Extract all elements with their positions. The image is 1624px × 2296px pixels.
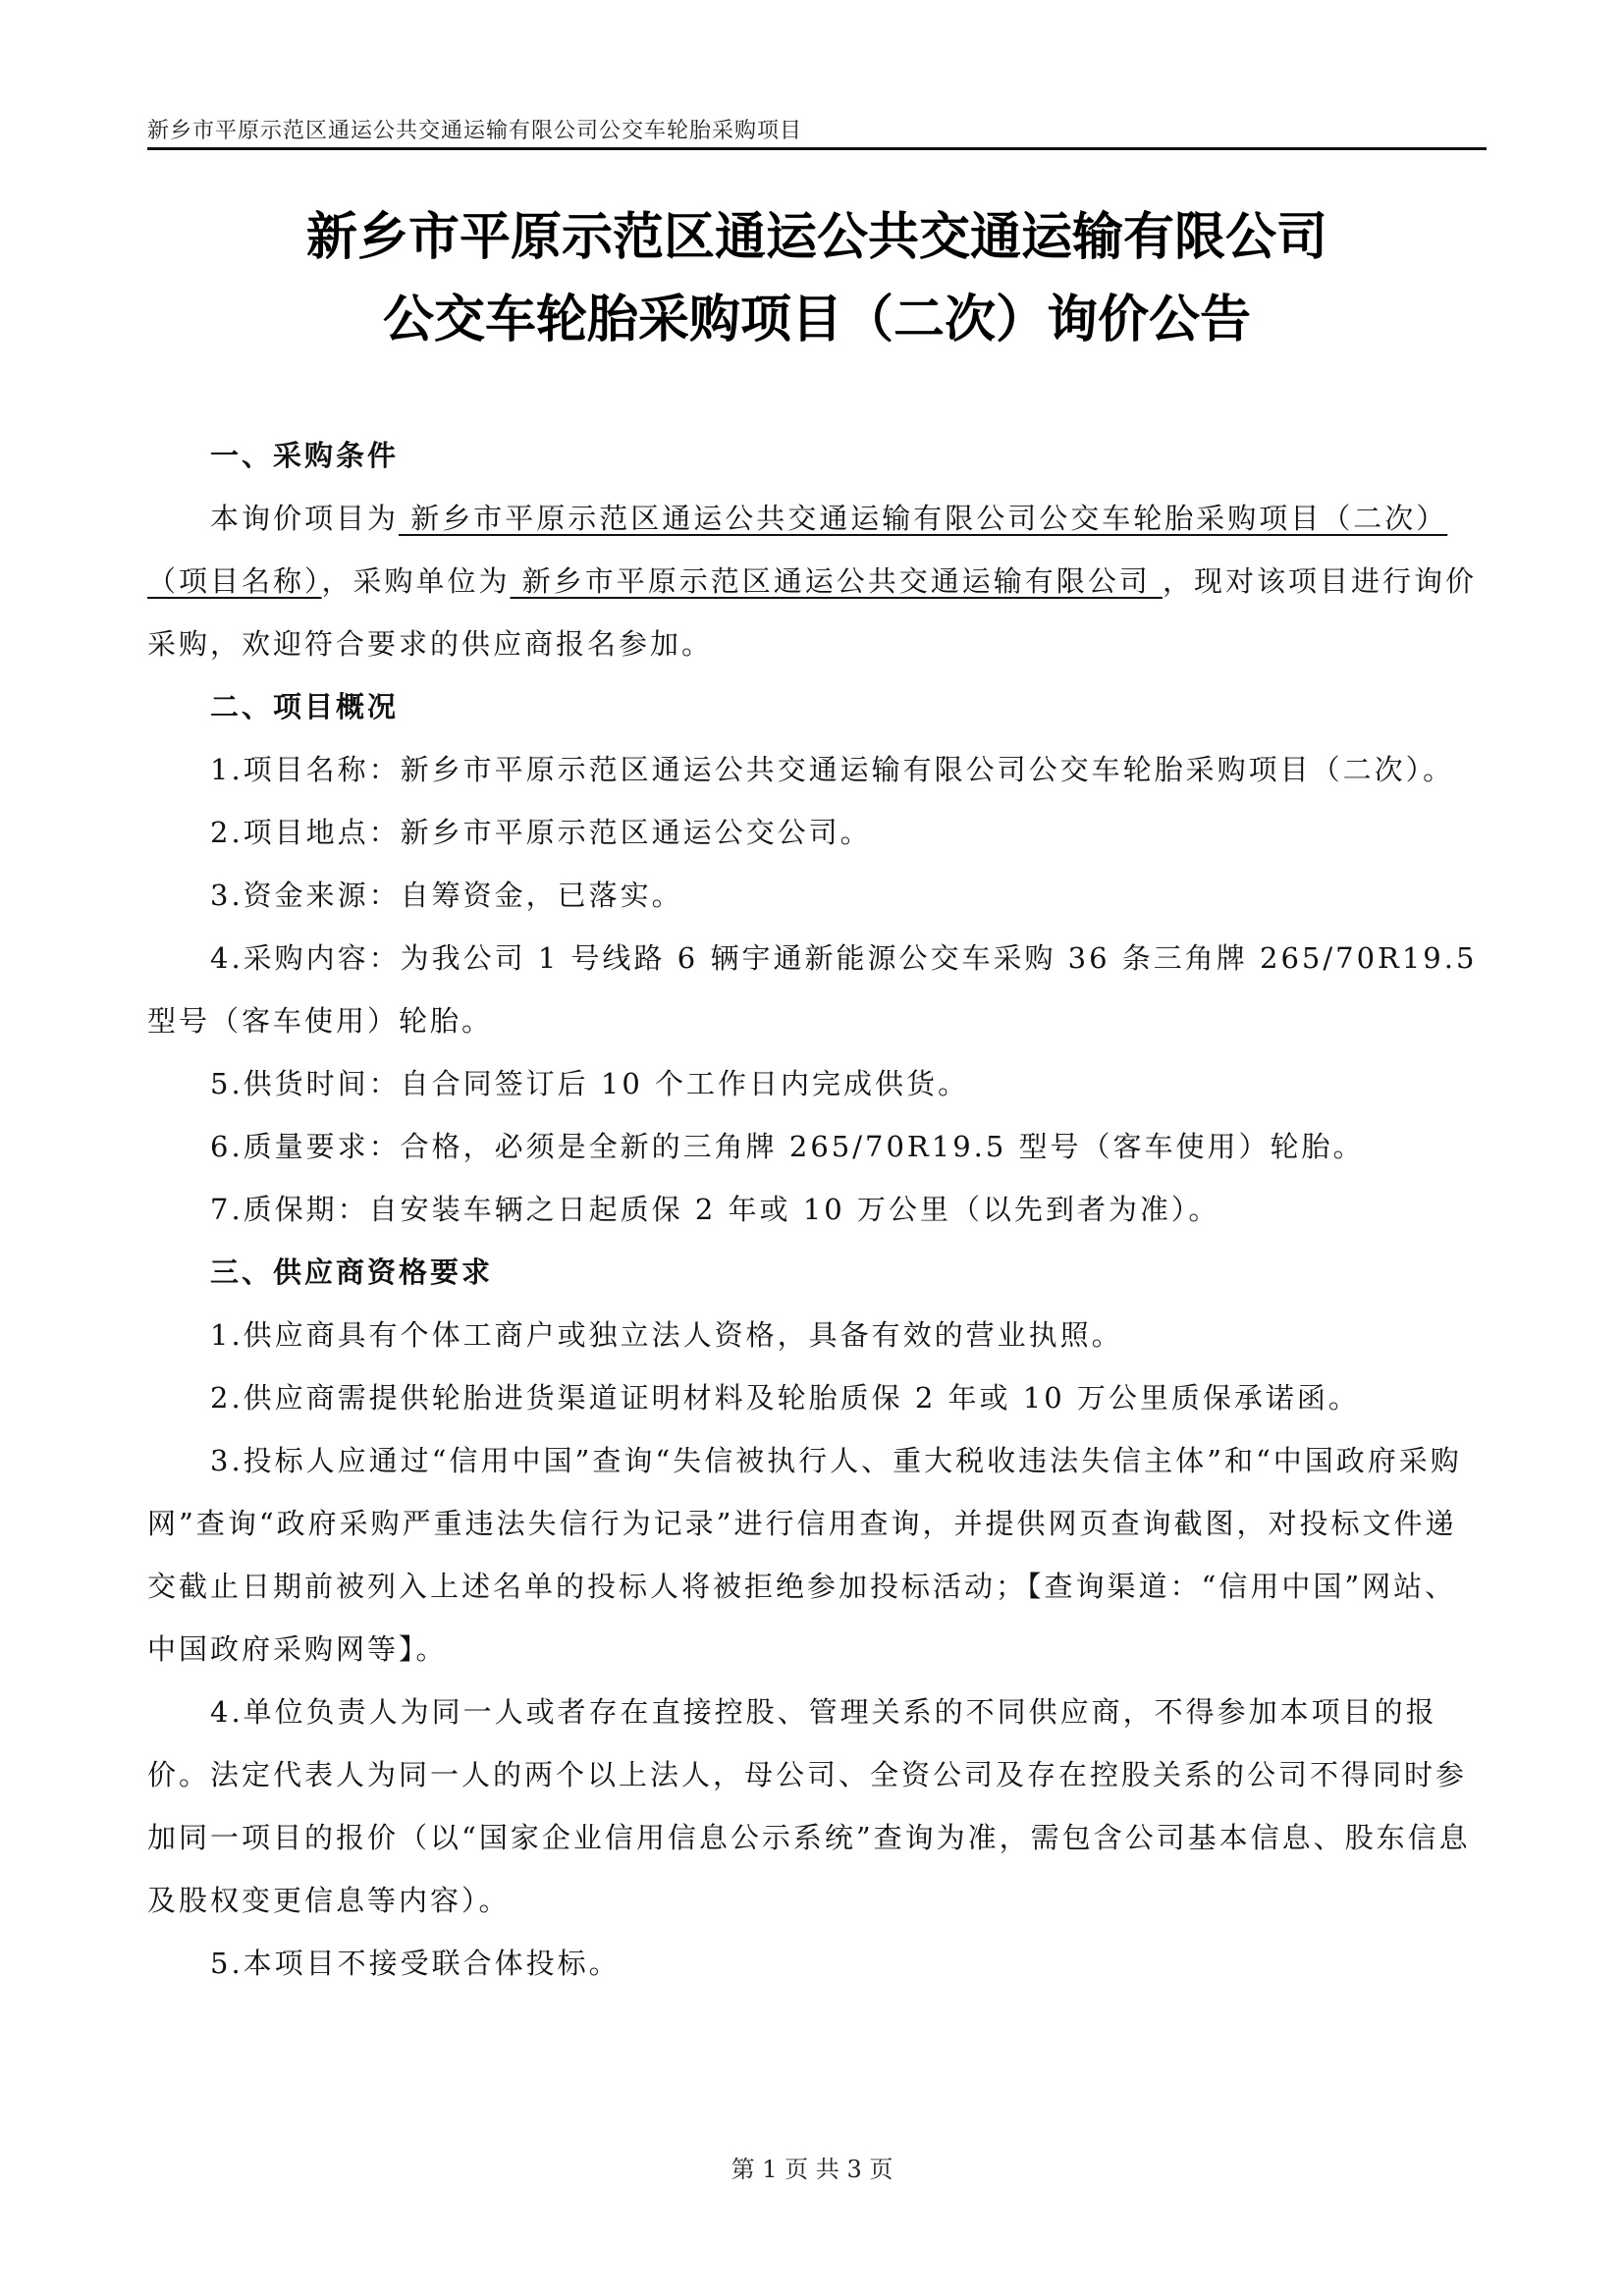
overview-item: 5.供货时间：自合同签订后 10 个工作日内完成供货。	[210, 1067, 970, 1100]
running-header: 新乡市平原示范区通运公共交通运输有限公司公交车轮胎采购项目	[147, 119, 803, 143]
overview-item: 6.质量要求：合格，必须是全新的三角牌 265/70R19.5 型号（客车使用）轮胎。	[210, 1130, 1365, 1163]
header-rule	[147, 147, 1487, 150]
requirement-item: 3.投标人应通过“信用中国”查询“失信被执行人、重大税收违法失信主体”和“中国政府采购网”查询“政府采购严重违法失信行为记录”进行信用查询，并提供网页查询截图，对投标文件递交截止日期前被列入上述名单的投标人将被拒绝参加投标活动；【查询渠道：“信用中国”网站、中国政府采购网等】。	[147, 1444, 1462, 1666]
overview-item: 1.项目名称：新乡市平原示范区通运公共交通运输有限公司公交车轮胎采购项目（二次）。	[210, 753, 1455, 786]
overview-item: 3.资金来源：自筹资金，已落实。	[210, 879, 683, 912]
title-line-2: 公交车轮胎采购项目（二次）询价公告	[382, 290, 1251, 349]
requirement-item: 1.供应商具有个体工商户或独立法人资格，具备有效的营业执照。	[210, 1318, 1123, 1352]
buyer-name-underlined: 新乡市平原示范区通运公共交通运输有限公司	[510, 564, 1163, 598]
overview-item: 7.质保期：自安装车辆之日起质保 2 年或 10 万公里（以先到者为准）。	[210, 1193, 1220, 1226]
document-body	[147, 424, 1487, 1995]
document-title	[147, 196, 1487, 361]
requirement-item: 5.本项目不接受联合体投标。	[210, 1947, 621, 1980]
text-buyer-intro: ，采购单位为	[321, 564, 511, 598]
requirement-item: 2.供应商需提供轮胎进货渠道证明材料及轮胎质保 2 年或 10 万公里质保承诺函。	[210, 1381, 1360, 1415]
overview-item: 2.项目地点：新乡市平原示范区通运公交公司。	[210, 816, 872, 849]
paragraph-purchase-conditions	[147, 487, 1487, 675]
text-closing: ，现对该项目进行询价采购，欢迎符合要求的供应商报名参加。	[147, 564, 1477, 661]
section-heading-supplier-requirements: 三、供应商资格要求	[210, 1255, 494, 1289]
section-heading-purchase-conditions: 一、采购条件	[210, 439, 400, 472]
section-heading-project-overview: 二、项目概况	[210, 690, 400, 723]
text-intro: 本询价项目为	[210, 502, 400, 535]
project-name-underlined: 新乡市平原示范区通运公共交通运输有限公司公交车轮胎采购项目（二次）（项目名称）	[147, 502, 1448, 598]
overview-item: 4.采购内容：为我公司 1 号线路 6 辆宇通新能源公交车采购 36 条三角牌 265/70R19.5 型号（客车使用）轮胎。	[147, 941, 1478, 1038]
requirement-item: 4.单位负责人为同一人或者存在直接控股、管理关系的不同供应商，不得参加本项目的报价。法定代表人为同一人的两个以上法人，母公司、全资公司及存在控股关系的公司不得同时参加同一项目的报价（以“国家企业信用信息公示系统”查询为准，需包含公司基本信息、股东信息及股权变更信息等内容）。	[147, 1695, 1471, 1917]
page-number-footer: 第 1 页 共 3 页	[731, 2156, 893, 2183]
title-line-1: 新乡市平原示范区通运公共交通运输有限公司	[305, 207, 1327, 267]
